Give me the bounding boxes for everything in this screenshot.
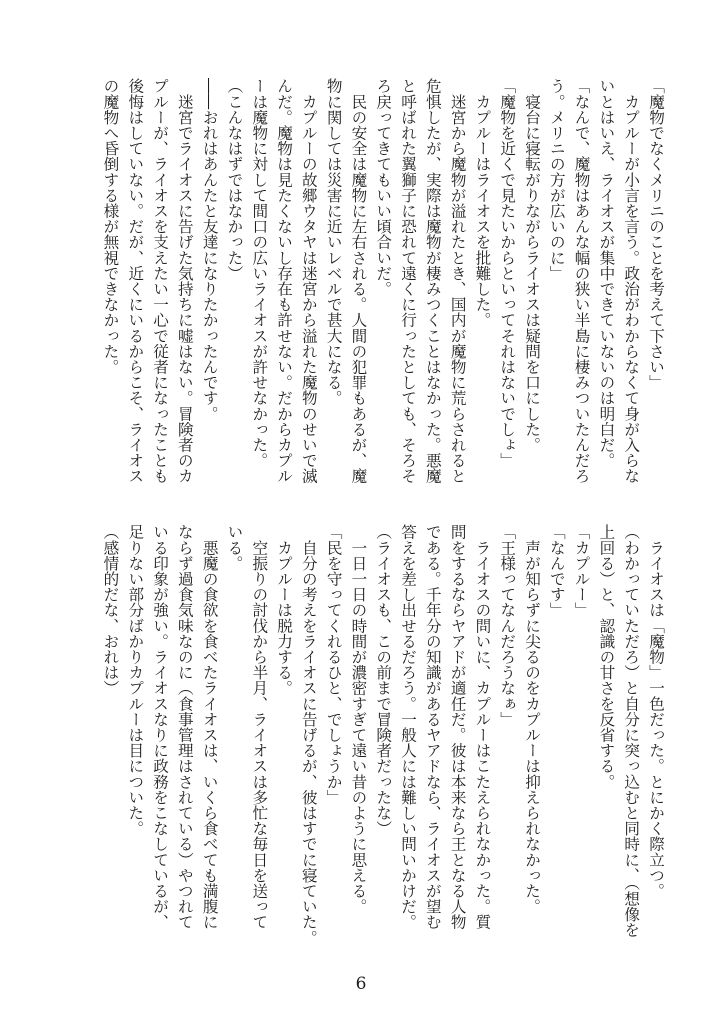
text-line: カプルーは脱力する。 <box>275 524 294 696</box>
text-line: 声が知らずに尖るのをカプルーは抑えられなかった。 <box>523 524 542 914</box>
text-line: 悪魔の食欲を食べたライオスは、いくら食べても満腹に <box>200 524 219 930</box>
text-line: ーは魔物に対して間口の広いライオスが許せなかった。 <box>250 78 269 468</box>
text-line: 答えを差し出せるだろう。一般人には難しい問いかけだ。 <box>399 524 418 930</box>
text-line: ライオスは「魔物」一色だった。とにかく際立つ。 <box>647 524 665 899</box>
text-line: 「カプルー」 <box>572 524 591 618</box>
text-line: 上回る）と、認識の甘さを反省する。 <box>597 524 616 790</box>
text-line: ライオスの問いに、カプルーはこたえられなかった。質 <box>473 524 492 930</box>
text-line: と呼ばれた翼獅子に恐れて遠くに行ったとしても、そろそ <box>399 78 418 484</box>
text-line: （感情的だな、おれは） <box>101 524 120 696</box>
text-line: 民の安全は魔物に左右される。人間の犯罪もあるが、魔 <box>349 78 368 484</box>
text-line: 寝台に寝転がりながらライオスは疑問を口にした。 <box>523 78 542 453</box>
text-line: カプルーの故郷ウタヤは迷宮から溢れた魔物のせいで滅 <box>299 78 318 484</box>
text-line: （わかっていただろ）と自分に突っ込むと同時に、（想像を <box>622 524 641 938</box>
text-line: 「魔物でなくメリニのことを考えて下さい」 <box>647 78 665 390</box>
text-line: カプルーが小言を言う。政治がわからなくて身が入らな <box>622 78 641 484</box>
text-line: 迷宮から魔物が溢れたとき、国内が魔物に荒らされると <box>448 78 467 484</box>
text-line: ろ戻ってきてもいい頃合いだ。 <box>374 78 393 297</box>
text-line: 「魔物を近くで見たいからといってそれはないでしょ」 <box>498 78 517 468</box>
text-line: の魔物へ昏倒する様が無視できなかった。 <box>101 78 120 375</box>
text-line: ――おれはあんたと友達になりたかったんです。 <box>200 78 219 422</box>
text-line: 迷宮でライオスに告げた気持ちに嘘はない。冒険者のカ <box>175 78 194 484</box>
text-line: 空振りの討伐から半月、ライオスは多忙な毎日を送って <box>250 524 269 930</box>
text-line: 自分の考えをライオスに告げるが、彼はすでに寝ていた。 <box>299 524 318 946</box>
text-line: カプルーはライオスを批難した。 <box>473 78 492 328</box>
text-line: 物に関しては災害に近いレベルで甚大になる。 <box>324 78 343 406</box>
text-line: （こんなはずではなかった） <box>225 78 244 281</box>
text-line: 「なんです」 <box>547 524 566 618</box>
text-line: 「なんで、魔物はあんな幅の狭い半島に棲みついたんだろ <box>572 78 591 484</box>
text-line: 「民を守ってくれるひと、でしょうか」 <box>324 524 343 805</box>
text-line: 「王様ってなんだろうなぁ」 <box>498 524 517 727</box>
text-line: いとはいえ、ライオスが集中できていないのは明白だ。 <box>597 78 616 468</box>
text-line: 足りない部分ばかりカプルーは目についた。 <box>126 524 145 836</box>
text-line: ならず過食気味なのに（食事管理はされている）やつれて <box>175 524 194 930</box>
text-line: である。千年分の知識があるヤアドなら、ライオスが望む <box>423 524 442 930</box>
text-line: いる印象が強い。ライオスなりに政務をこなしているが、 <box>151 524 170 930</box>
text-line: いる。 <box>225 524 244 571</box>
text-line: 一日一日の時間が濃密すぎて遠い昔のように思える。 <box>349 524 368 914</box>
text-block-top <box>96 78 668 488</box>
text-line: う。メリニの方が広いのに」 <box>547 78 566 281</box>
page-number: 6 <box>355 974 367 994</box>
text-line: 危惧したが、実際は魔物が棲みつくことはなかった。悪魔 <box>423 78 442 484</box>
text-block-bottom <box>96 524 668 964</box>
text-line: 後悔はしていない。だが、近くにいるからこそ、ライオス <box>126 78 145 484</box>
text-line: （ライオスも、この前まで冒険者だったな） <box>374 524 393 836</box>
text-line: んだ。魔物は見たくないし存在も許せない。だからカプル <box>275 78 294 484</box>
text-line: 問をするならヤアドが適任だ。彼は本来なら王となる人物 <box>448 524 467 930</box>
text-line: プルーが、ライオスを支えたい一心で従者になったことも <box>151 78 170 484</box>
